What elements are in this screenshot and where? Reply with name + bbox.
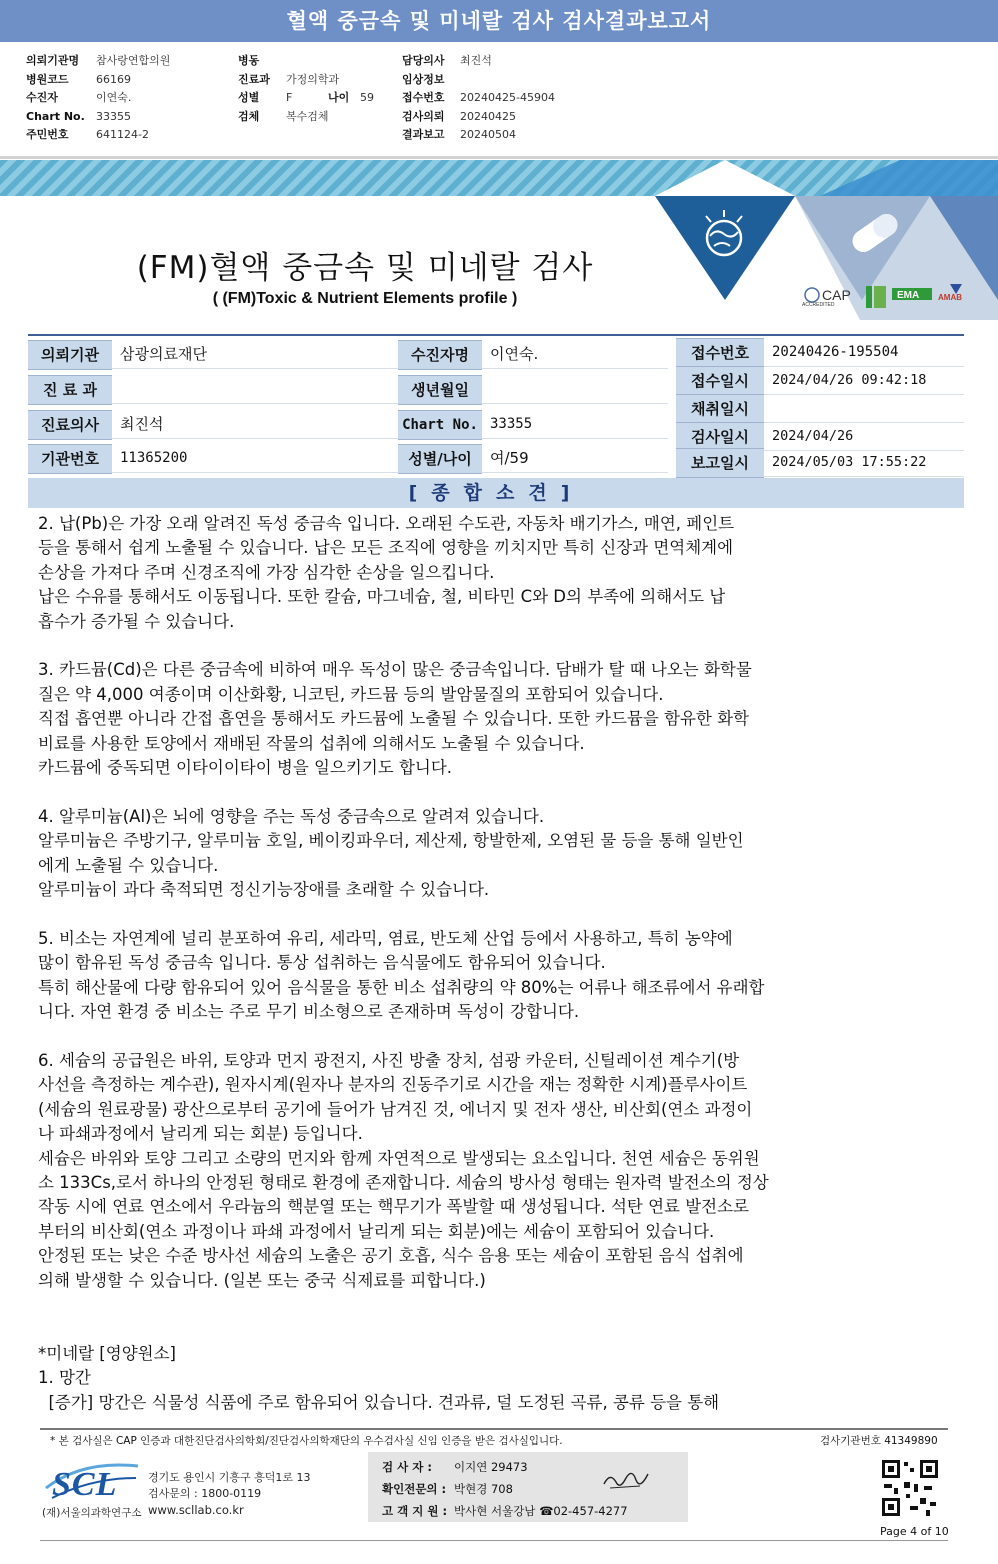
- cap-logo-text: CAP: [822, 287, 851, 303]
- text-line: 손상을 가져다 주며 신경조직에 가장 심각한 손상을 일으킵니다.: [38, 562, 495, 582]
- sex-value: F: [286, 91, 293, 104]
- text-line: 에게 노출될 수 있습니다.: [38, 855, 219, 875]
- patient-label: 수진자: [26, 91, 58, 104]
- text-line: 카드뮴에 중독되면 이타이이타이 병을 일으키기도 합니다.: [38, 758, 453, 778]
- cap-accredited-logo: [802, 287, 851, 308]
- text-line: [증가] 망간은 식물성 식품에 주로 함유되어 있습니다. 견과류, 덜 도정된 곡류, 콩류 등을 통해: [38, 1392, 720, 1412]
- verification-info: [382, 1456, 628, 1522]
- chart-no-label: Chart No.: [26, 109, 85, 123]
- text-line: 안정된 또는 낮은 수준 방사선 세슘의 노출은 공기 호흡, 식수 음용 또는 세슘이 포함된 음식 섭취에: [38, 1246, 744, 1266]
- text-line: 니다. 자연 환경 중 비소는 주로 무기 비소형으로 존재하며 독성이 강합니다.: [38, 1002, 580, 1022]
- lab-number: 검사기관번호 41349890: [820, 1435, 938, 1447]
- paragraph-aluminum: [38, 805, 898, 903]
- lab-phone: 검사문의 : 1800-0119: [148, 1487, 262, 1500]
- text-line: 1. 망간: [38, 1368, 91, 1388]
- text-line: 소 133Cs,로서 하나의 안정된 형태로 환경에 존재합니다. 세슘의 방사성 형태는 원자력 발전소의 정상: [38, 1172, 769, 1192]
- text-line: 6. 세슘의 공급원은 바위, 토양과 먼지 광전지, 사진 방출 장치, 섬광 카운터, 신틸레이션 계수기(방: [38, 1050, 740, 1070]
- text-line: 알루미늄은 주방기구, 알루미늄 호일, 베이킹파우더, 제산제, 항발한제, 오염된 물 등을 통해 일반인: [38, 831, 744, 851]
- text-line: 흡수가 증가될 수 있습니다.: [38, 611, 235, 631]
- hospital-code-value: 66169: [96, 72, 131, 86]
- birth-value: [482, 375, 668, 404]
- cap-sub-text: ACCREDITED: [802, 302, 835, 308]
- support-value: 박사현 서울강남 ☎02-457-4277: [454, 1504, 628, 1518]
- requester-value: 참사랑연합의원: [96, 54, 171, 67]
- result-date-label: 결과보고: [402, 128, 445, 141]
- collect-label: 채취일시: [676, 394, 764, 424]
- paragraph-mineral: [38, 1342, 898, 1415]
- tester-value: 이지연 29473: [454, 1460, 528, 1474]
- text-line: 3. 카드뮴(Cd)은 다른 중금속에 비하여 매우 독성이 많은 중금속입니다. 담배가 탈 때 나오는 화학물: [38, 660, 752, 680]
- banner-blue-shape: [820, 160, 998, 196]
- text-line: 4. 알루미늄(Al)은 뇌에 영향을 주는 독성 중금속으로 알려져 있습니다.: [38, 806, 545, 826]
- sexage-label: 성별/나이: [398, 444, 482, 474]
- name-label: 수진자명: [398, 340, 482, 370]
- receipt-no-value: 20240426-195504: [764, 338, 964, 367]
- test-date-value: 2024/04/26: [764, 422, 964, 451]
- dept-label: 진료과: [238, 72, 270, 86]
- paragraph-lead: [38, 512, 898, 634]
- summary-body: [38, 512, 898, 1415]
- summary-header: [종합소견]: [28, 478, 964, 508]
- requester-label: 의뢰기관명: [26, 54, 80, 67]
- birth-label: 생년월일: [398, 375, 482, 405]
- text-line: 비료를 사용한 토양에서 재배된 작물의 섭취에 의해서도 노출될 수 있습니다.: [38, 733, 585, 753]
- text-line: 사선을 측정하는 계수관), 원자시계(원자나 분자의 진동주기로 시간을 재는 정확한 시계)플루사이트: [38, 1075, 748, 1095]
- paragraph-cadmium: [38, 658, 898, 780]
- chart-value: 33355: [482, 410, 668, 439]
- request-date-label: 검사의뢰: [402, 109, 445, 123]
- age-value: 59: [360, 91, 374, 104]
- tester-label: 검 사 자 :: [382, 1460, 432, 1474]
- specimen-label: 검체: [238, 109, 260, 123]
- test-date-label: 검사일시: [676, 422, 764, 452]
- sexage-value: 여/59: [482, 444, 668, 473]
- text-line: 알루미늄이 과다 축적되면 정신기능장애를 초래할 수 있습니다.: [38, 880, 490, 900]
- amab-logo-text: AMAB: [938, 293, 962, 302]
- text-line: *미네랄 [영양원소]: [38, 1343, 176, 1363]
- text-line: 부터의 비산회(연소 과정이나 파쇄 과정에서 날리게 되는 회분)에는 세슘이 포함되어 있습니다.: [38, 1221, 715, 1241]
- text-line: (세슘의 원료광물) 광산으로부터 공기에 들어가 남겨진 것, 에너지 및 전자 생산, 비산회(연소 과정이: [38, 1099, 753, 1119]
- scl-org-name: (재)서울의과학연구소: [42, 1507, 142, 1519]
- order-info-col-1: [26, 52, 170, 145]
- report-date-label: 보고일시: [676, 448, 764, 478]
- order-info-col-2: [238, 52, 374, 126]
- text-line: 많이 함유된 독성 중금속 입니다. 통상 섭취하는 음식물에도 함유되어 있습니다.: [38, 953, 606, 973]
- dept-value: 가정의학과: [286, 72, 340, 86]
- report-title: 혈액 중금속 및 미네랄 검사 검사결과보고서: [0, 0, 998, 42]
- banner-white-triangle: [655, 160, 795, 196]
- paragraph-arsenic: [38, 927, 898, 1025]
- dept-value: [112, 375, 398, 404]
- sex-label: 성별: [238, 91, 260, 104]
- lab-url[interactable]: www.scllab.co.kr: [148, 1503, 244, 1517]
- receipt-no-label: 접수번호: [676, 338, 764, 368]
- support-label: 고 객 지 원 :: [382, 1504, 448, 1518]
- qr-code-icon: [880, 1458, 940, 1518]
- text-line: 등을 통해서 쉽게 노출될 수 있습니다. 납은 모든 조직에 영향을 끼치지만 특히 신장과 면역체계에: [38, 538, 734, 558]
- text-line: 질은 약 4,000 여종이며 이산화황, 니코틴, 카드뮴 등의 발암물질의 포함되어 있습니다.: [38, 684, 664, 704]
- collect-value: [764, 394, 964, 423]
- text-line: 납은 수유를 통해서도 이동됩니다. 또한 칼슘, 마그네슘, 철, 비타민 C와 D의 부족에 의해서도 납: [38, 587, 726, 607]
- inst-no-value: 11365200: [112, 444, 398, 473]
- resident-no-label: 주민번호: [26, 128, 69, 141]
- doctor-label: 진료의사: [28, 410, 112, 440]
- doctor-value: 최진석: [460, 54, 492, 67]
- table-top-rule: [28, 334, 964, 336]
- lab-contact: [148, 1470, 311, 1518]
- text-line: 의해 발생할 수 있습니다. (일본 또는 중국 식제료를 피합니다.): [38, 1270, 486, 1290]
- institution-value: 삼광의료재단: [112, 340, 398, 369]
- age-label: 나이: [328, 91, 350, 104]
- text-line: 세슘은 바위와 토양 그리고 소량의 먼지와 함께 자연적으로 발생되는 요소입니다. 천연 세슘은 동위원: [38, 1148, 760, 1168]
- dept-label: 진 료 과: [28, 375, 112, 405]
- text-line: 특히 해산물에 다량 함유되어 있어 음식물을 통한 비소 섭취량의 약 80%는 어류나 해조류에서 유래합: [38, 977, 765, 997]
- clinical-info-label: 임상정보: [402, 72, 445, 86]
- patient-value: 이연숙.: [96, 91, 132, 104]
- test-subtitle: ( (FM)Toxic & Nutrient Elements profile ): [212, 290, 518, 307]
- receipt-date-label: 접수일시: [676, 366, 764, 396]
- ema-logo-text: EMA: [897, 290, 920, 301]
- report-date-value: 2024/05/03 17:55:22: [764, 448, 964, 477]
- resident-no-value: 641124-2: [96, 128, 149, 141]
- text-line: 나 파쇄과정에서 날리게 되는 회분) 등입니다.: [38, 1124, 363, 1144]
- ward-label: 병동: [238, 54, 260, 67]
- signature-icon: [600, 1468, 656, 1494]
- paragraph-cesium: [38, 1049, 898, 1293]
- request-date-value: 20240425: [460, 109, 516, 123]
- hospital-code-label: 병원코드: [26, 72, 69, 86]
- text-line: 2. 납(Pb)은 가장 오래 알려진 독성 중금속 입니다. 오래된 수도관, 자동차 배기가스, 매연, 페인트: [38, 514, 735, 533]
- expert-value: 박현경 708: [454, 1482, 513, 1496]
- name-value: 이연숙.: [482, 340, 668, 369]
- accreditation-note: * 본 검사실은 CAP 인증과 대한진단검사의학회/진단검사의학재단의 우수검사실 신임 인증을 받은 검사실입니다.: [50, 1435, 563, 1447]
- specimen-value: 복수검체: [286, 109, 329, 123]
- result-date-value: 20240504: [460, 128, 516, 141]
- institution-label: 의뢰기관: [28, 340, 112, 370]
- order-info-panel: [0, 42, 998, 159]
- chart-no-value: 33355: [96, 109, 131, 123]
- footer-divider: [40, 1428, 948, 1430]
- text-line: 직접 흡연뿐 아니라 간접 흡연을 통해서도 카드뮴에 노출될 수 있습니다. 또한 카드뮴을 함유한 화학: [38, 709, 749, 729]
- receipt-no-value: 20240425-45904: [460, 91, 555, 104]
- order-info-col-3: [402, 52, 555, 145]
- inst-no-label: 기관번호: [28, 444, 112, 474]
- page-number: Page 4 of 10: [880, 1525, 949, 1538]
- doctor-label: 담당의사: [402, 54, 445, 67]
- text-line: 5. 비소는 자연계에 널리 분포하여 유리, 세라믹, 염료, 반도체 산업 등에서 사용하고, 특히 농약에: [38, 928, 733, 948]
- receipt-no-label: 접수번호: [402, 91, 445, 104]
- lab-address: 경기도 용인시 기흥구 흥덕1로 13: [148, 1471, 311, 1484]
- expert-label: 확인전문의 :: [382, 1482, 447, 1496]
- chart-label: Chart No.: [398, 410, 482, 440]
- ema-logo: [892, 288, 932, 301]
- doctor-value: 최진석: [112, 410, 398, 439]
- receipt-date-value: 2024/04/26 09:42:18: [764, 366, 964, 395]
- scl-logo-text: SCL: [52, 1466, 118, 1503]
- lm-logo: [866, 286, 886, 308]
- page-bottom-rule: [40, 1540, 948, 1541]
- text-line: 작동 시에 연료 연소에서 우라늄의 핵분열 또는 핵무기가 폭발할 때 생성됩니다. 석탄 연료 발전소로: [38, 1197, 749, 1217]
- test-title: (FM)혈액 중금속 및 미네랄 검사: [136, 250, 594, 286]
